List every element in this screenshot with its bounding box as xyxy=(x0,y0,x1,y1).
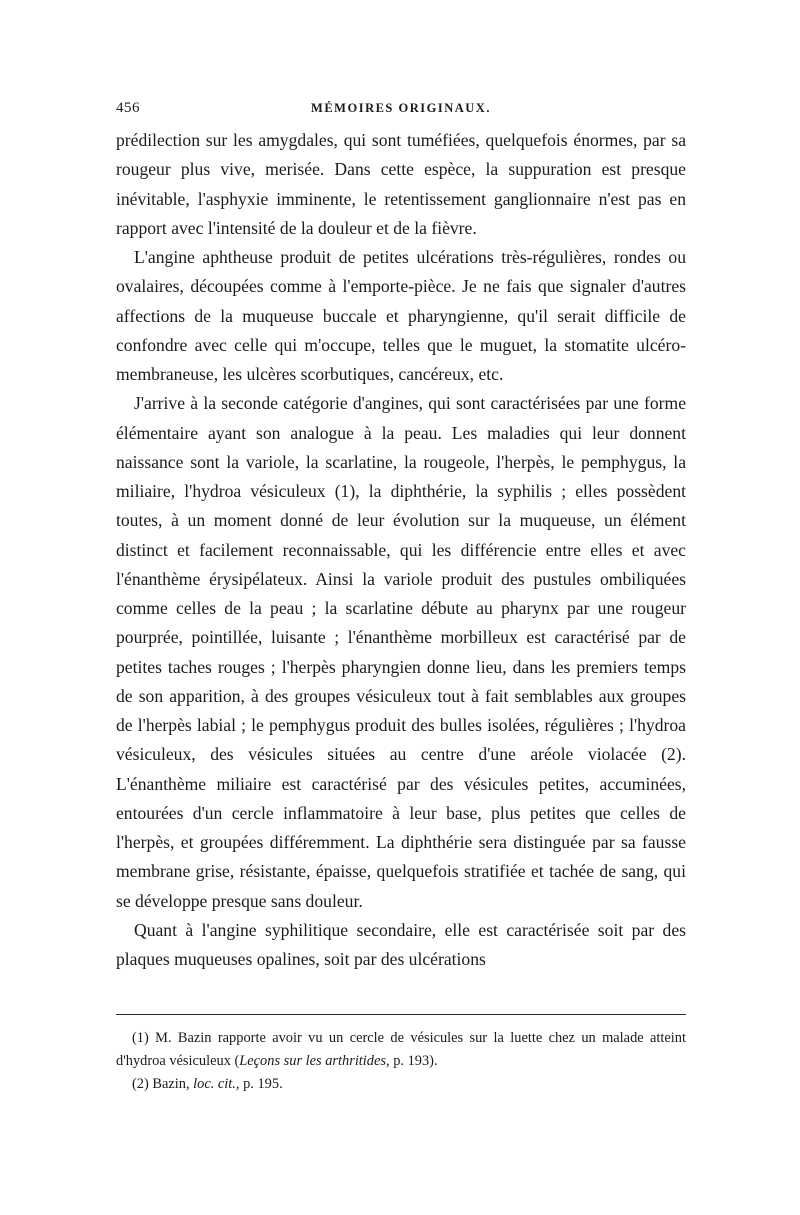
footnote-2 xyxy=(116,1073,686,1096)
book-page xyxy=(116,96,686,1096)
page-number: 456 xyxy=(116,100,140,116)
paragraph-continued: prédilection sur les amygdales, qui sont tuméfiées, quelquefois énormes, par sa rougeur plus vive, merisée. Dans cette espèce, la suppuration est presque inévitable, l'asphyxie imminente, le retentissement ganglionnaire n'est pas en rapport avec l'intensité de la douleur et de la fièvre. xyxy=(116,130,686,238)
footnote-1-emphasis: Leçons sur les arthritides, xyxy=(239,1053,390,1070)
footnote-divider xyxy=(116,1014,686,1015)
footnote-1-text: (1) M. Bazin rapporte avoir vu un cercle de vésicules sur la luette chez un malade atteint d'hydroa vésiculeux ( xyxy=(116,1030,686,1070)
footnote-2-text: (2) Bazin, xyxy=(132,1076,194,1093)
footnote-1 xyxy=(116,1027,686,1073)
footnote-1-tail: p. 193). xyxy=(389,1053,438,1070)
body-text xyxy=(116,126,686,974)
running-head: MÉMOIRES ORIGINAUX. xyxy=(311,101,491,115)
footnotes xyxy=(116,1027,686,1096)
paragraph-angine-syphilitique: Quant à l'angine syphilitique secondaire, elle est caractérisée soit par des plaques muqueuses opalines, soit par des ulcérations xyxy=(116,919,686,969)
paragraph-angine-aphtheuse: L'angine aphtheuse produit de petites ulcérations très-régulières, rondes ou ovalaires, découpées comme à l'emporte-pièce. Je ne fais que signaler d'autres affections de la muqueuse buccale et pharyngienne, qu'il serait difficile de confondre avec celle qui m'occupe, telles que le muguet, la stomatite ulcéro-membraneuse, les ulcères scorbutiques, cancéreux, etc. xyxy=(116,247,686,384)
footnote-2-emphasis: loc. cit., xyxy=(193,1076,240,1093)
paragraph-seconde-categorie: J'arrive à la seconde catégorie d'angines, qui sont caractérisées par une forme élémentaire ayant son analogue à la peau. Les maladies qui leur donnent naissance sont la variole, la scarlatine, la rougeole, l'herpès, le pemphygus, la miliaire, l'hydroa vésiculeux (1), la diphthérie, la syphilis ; elles possèdent toutes, à un moment donné de leur évolution sur la muqueuse, un élément distinct et facilement reconnaissable, qui les différencie entre elles et avec l'énanthème érysipélateux. Ainsi la variole produit des pustules ombiliquées comme celles de la peau ; la scarlatine débute au pharynx par une rougeur pourprée, pointillée, luisante ; l'énanthème morbilleux est caractérisé par de petites taches rouges ; l'herpès pharyngien donne lieu, dans les premiers temps de son apparition, à des groupes vésiculeux tout à fait semblables aux groupes de l'herpès labial ; le pemphygus produit des bulles isolées, régulières ; l'hydroa vésiculeux, des vésicules situées au centre d'une aréole violacée (2). L'énanthème miliaire est caractérisé par des vésicules petites, accuminées, entourées d'un cercle inflammatoire à leur base, plus petites que celles de l'herpès, et groupées différemment. La diphthérie sera distinguée par sa fausse membrane grise, résistante, épaisse, quelquefois stratifiée et tachée de sang, qui se développe presque sans douleur. xyxy=(116,393,686,911)
page-header xyxy=(116,96,686,126)
footnote-2-tail: p. 195. xyxy=(239,1076,283,1093)
